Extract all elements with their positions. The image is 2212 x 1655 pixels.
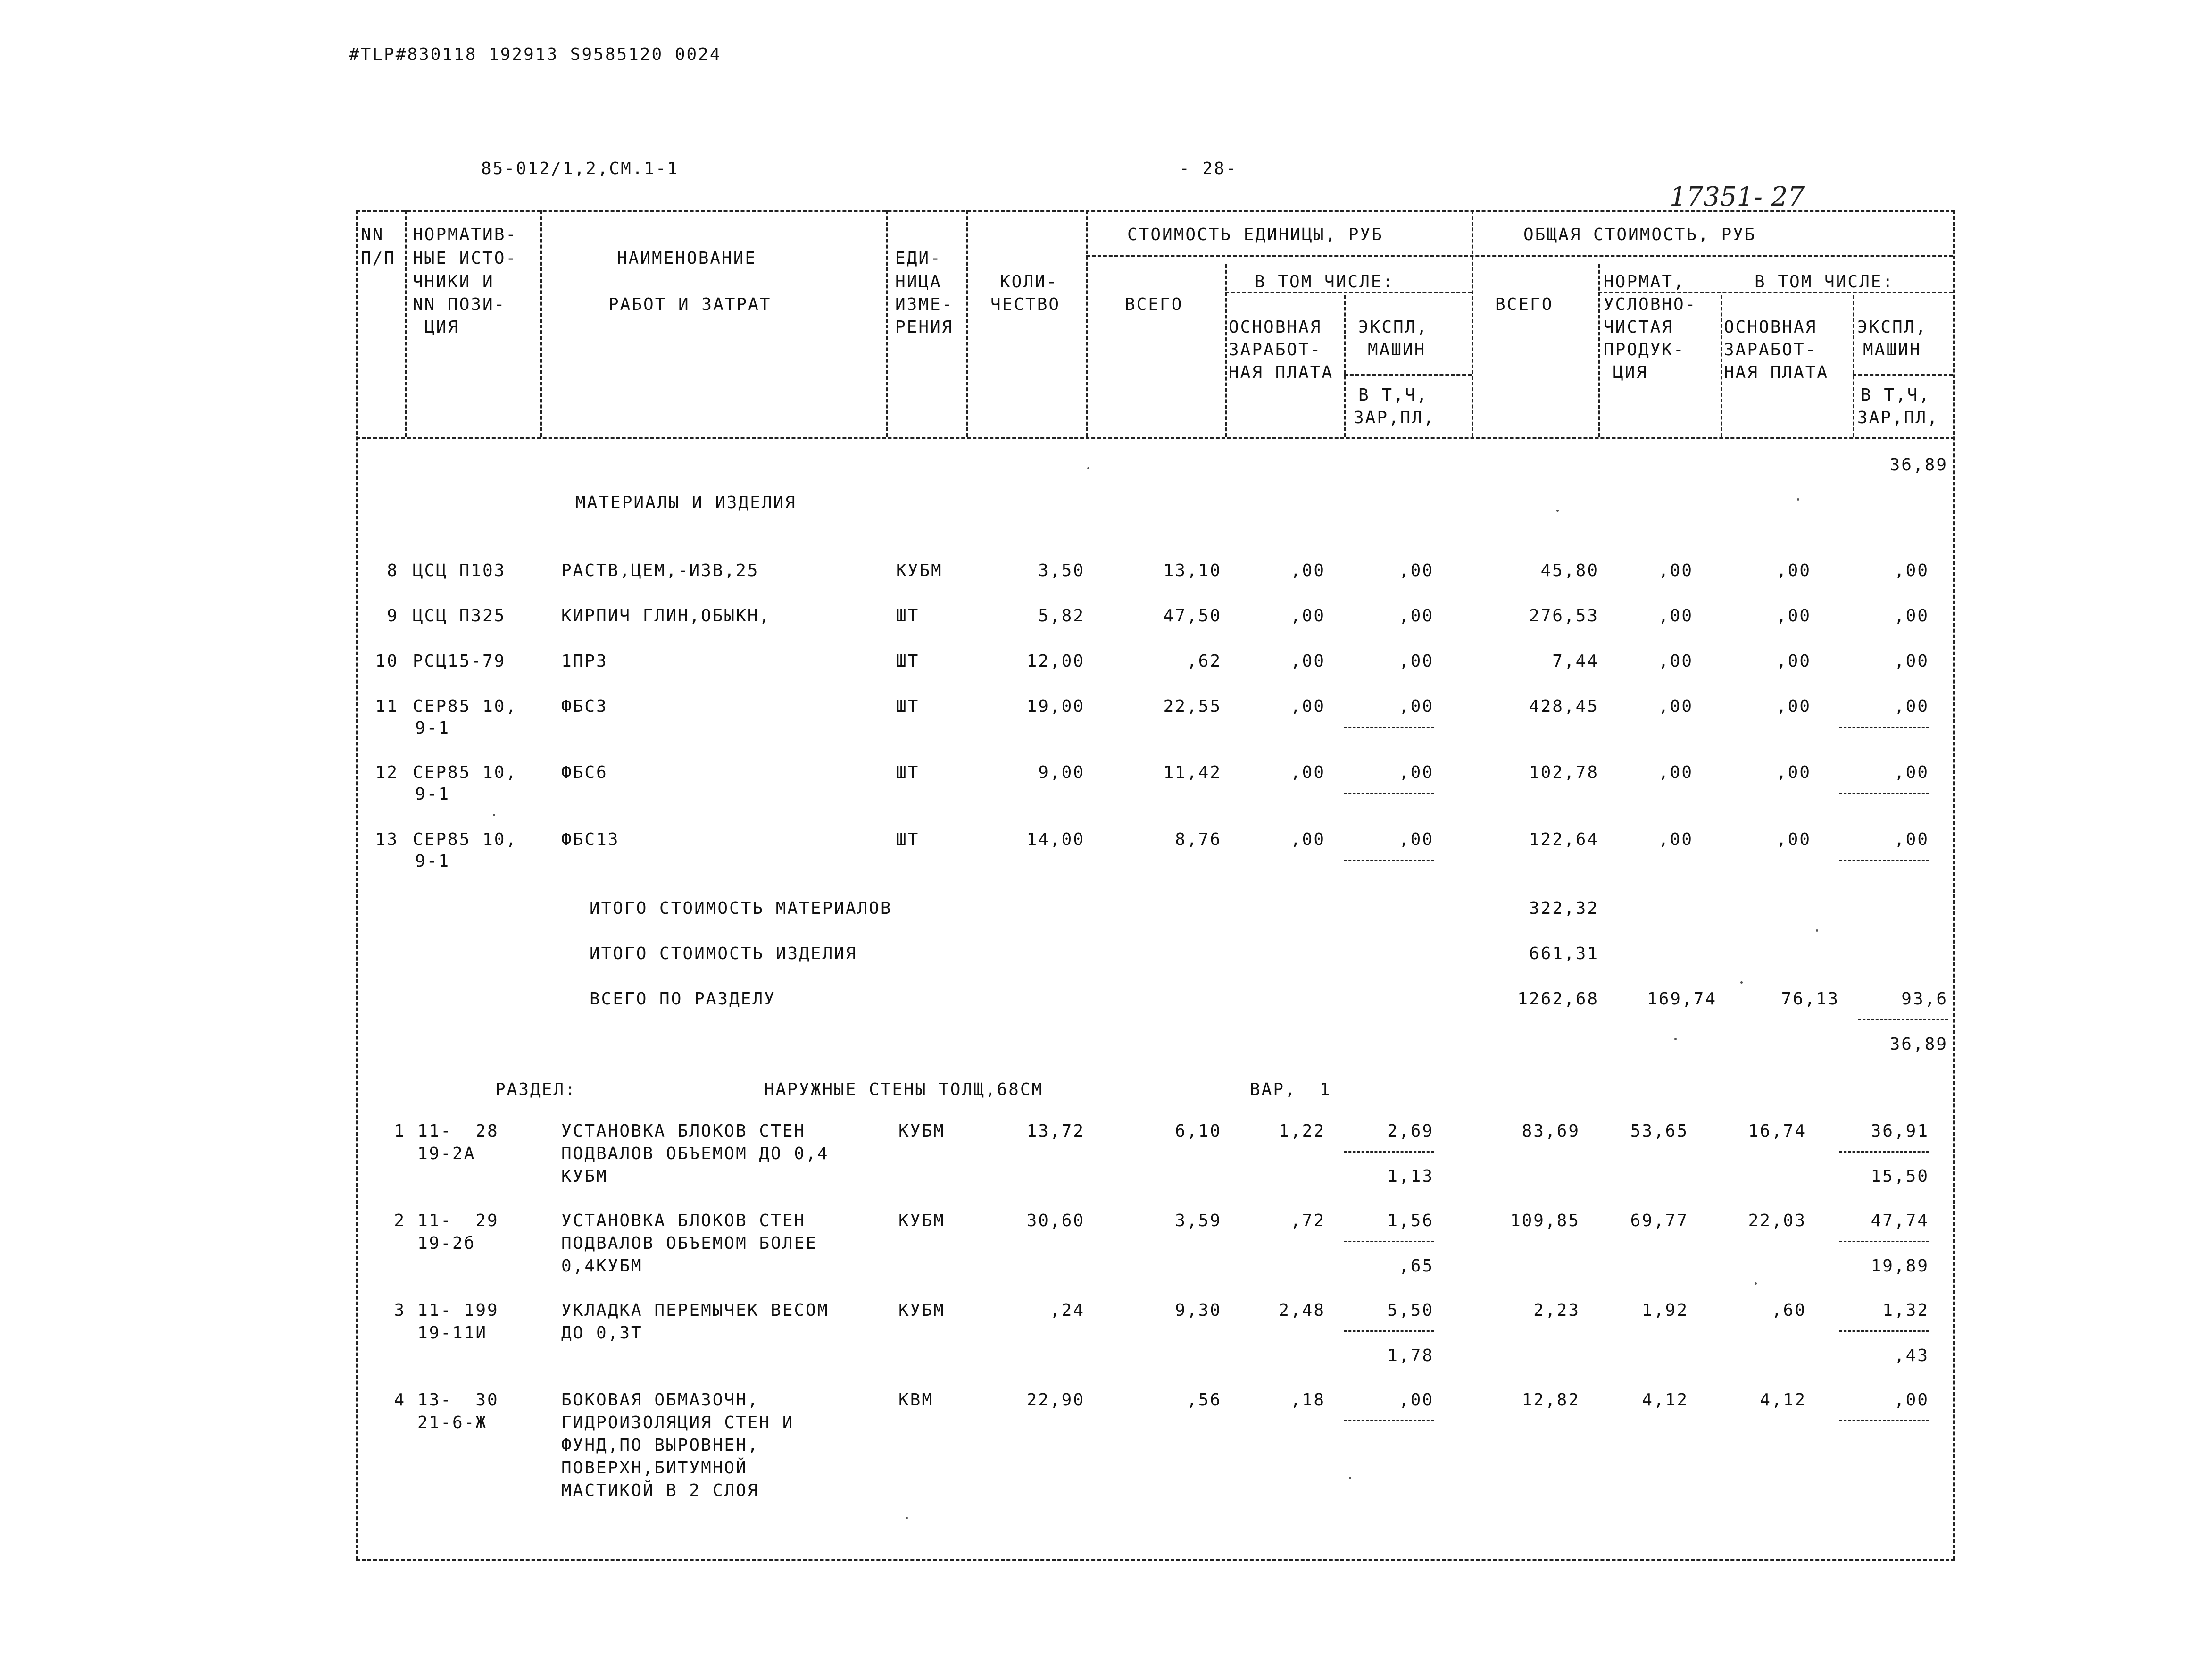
- row-source: 11- 199: [417, 1301, 499, 1320]
- row-name-line: УКЛАДКА ПЕРЕМЫЧЕК ВЕСОМ: [561, 1301, 829, 1320]
- carry-over-value: 36,89: [1889, 455, 1948, 475]
- document-code: #TLP#830118 192913 S9585120 0024: [349, 45, 722, 64]
- row-source-2: 19-11И: [417, 1323, 488, 1343]
- header-vsego-total: ВСЕГО: [1495, 295, 1554, 314]
- row-total-normat: 53,65: [1630, 1121, 1688, 1141]
- section2-title: НАРУЖНЫЕ СТЕНЫ ТОЛЩ,68СМ: [764, 1080, 1044, 1099]
- row-unit-total: 13,10: [1163, 561, 1222, 580]
- row-unit: ШТ: [896, 606, 920, 626]
- row-unit-machines-salary: ,65: [1398, 1256, 1434, 1276]
- row-total-normat: 69,77: [1630, 1211, 1688, 1230]
- header-normat-1: НОРМАТ,: [1604, 272, 1685, 292]
- row-number: 9: [387, 606, 399, 626]
- row-total-machines: ,00: [1894, 1390, 1929, 1410]
- dash-separator: [1839, 1420, 1929, 1421]
- row-source-2: 9-1: [415, 719, 450, 738]
- row-quantity: 12,00: [1026, 652, 1085, 671]
- dash-separator: [1839, 727, 1929, 728]
- row-number: 10: [375, 652, 399, 671]
- row-total-machines: ,00: [1894, 830, 1929, 849]
- section-total-ekspl-zp: 36,89: [1889, 1035, 1948, 1054]
- row-number: 4: [394, 1390, 406, 1410]
- page-number: - 28-: [1179, 159, 1238, 178]
- row-source-2: 19-2б: [417, 1234, 476, 1253]
- scan-speck: [1797, 498, 1799, 501]
- dash-separator: [1839, 1151, 1929, 1153]
- row-unit-total: 8,76: [1175, 830, 1222, 849]
- row-source: 11- 28: [417, 1121, 499, 1141]
- row-name-line: ПОВЕРХН,БИТУМНОЙ: [561, 1458, 748, 1478]
- scan-speck: [1556, 510, 1559, 512]
- row-unit: КУБМ: [898, 1301, 945, 1320]
- row-source: СЕР85 10,: [413, 763, 518, 782]
- header-vtch-2: ЗАР,ПЛ,: [1354, 408, 1435, 427]
- row-unit-machines: 2,69: [1387, 1121, 1434, 1141]
- dash-separator: [1839, 1241, 1929, 1242]
- dash-separator: [1344, 793, 1434, 794]
- row-total-salary: ,60: [1771, 1301, 1806, 1320]
- row-unit-salary: ,00: [1290, 697, 1325, 716]
- header-name-2: РАБОТ И ЗАТРАТ: [608, 295, 772, 314]
- section-total-all: 1262,68: [1517, 989, 1599, 1009]
- row-unit-salary: 2,48: [1279, 1301, 1325, 1320]
- header-unit-4: РЕНИЯ: [895, 318, 954, 337]
- row-quantity: 9,00: [1038, 763, 1085, 782]
- row-total: 2,23: [1533, 1301, 1580, 1320]
- row-number: 11: [375, 697, 399, 716]
- row-quantity: 13,72: [1026, 1121, 1085, 1141]
- row-total-normat: ,00: [1658, 606, 1693, 626]
- row-total-normat: ,00: [1658, 830, 1693, 849]
- row-name: ФБС6: [561, 763, 608, 782]
- row-total-salary: ,00: [1776, 652, 1811, 671]
- section-total-ekspl: 93,6: [1901, 989, 1948, 1009]
- row-total-salary: 22,03: [1748, 1211, 1806, 1230]
- row-source-2: 9-1: [415, 785, 450, 804]
- row-unit-machines: 1,56: [1387, 1211, 1434, 1230]
- scan-speck: [1740, 981, 1743, 984]
- header-qty-1: КОЛИ-: [1000, 272, 1058, 292]
- row-total-machines: 1,32: [1882, 1301, 1929, 1320]
- scan-speck: [493, 814, 495, 816]
- row-quantity: 30,60: [1026, 1211, 1085, 1230]
- row-unit: ШТ: [896, 763, 920, 782]
- row-total: 276,53: [1529, 606, 1599, 626]
- row-total-machines-salary: 15,50: [1871, 1167, 1929, 1186]
- row-name: РАСТВ,ЦЕМ,-ИЗВ,25: [561, 561, 759, 580]
- section-title-materials: МАТЕРИАЛЫ И ИЗДЕЛИЯ: [575, 493, 797, 512]
- header-ekspl-t2: МАШИН: [1863, 340, 1921, 359]
- row-unit-machines: ,00: [1398, 606, 1434, 626]
- row-total-machines: ,00: [1894, 652, 1929, 671]
- header-norm-4: NN ПОЗИ-: [413, 295, 506, 314]
- dash-separator: [1839, 793, 1929, 794]
- header-vsego-unit: ВСЕГО: [1125, 295, 1183, 314]
- row-number: 3: [394, 1301, 406, 1320]
- row-source: ЦСЦ П325: [413, 606, 506, 626]
- header-norm-3: ЧНИКИ И: [413, 272, 494, 292]
- row-unit-total: 6,10: [1175, 1121, 1222, 1141]
- row-name-line: ДО 0,3Т: [561, 1323, 643, 1343]
- header-unit-cost: СТОИМОСТЬ ЕДИНИЦЫ, РУБ: [1127, 225, 1383, 244]
- row-unit-machines: ,00: [1398, 561, 1434, 580]
- header-nn: NN: [361, 225, 384, 244]
- dash-separator: [1344, 727, 1434, 728]
- row-quantity: ,24: [1049, 1301, 1085, 1320]
- header-norm-1: НОРМАТИВ-: [413, 225, 518, 244]
- row-unit: КУБМ: [898, 1121, 945, 1141]
- row-total-normat: 4,12: [1642, 1390, 1688, 1410]
- row-total-salary: 16,74: [1748, 1121, 1806, 1141]
- row-number: 13: [375, 830, 399, 849]
- dash-separator: [1858, 1019, 1948, 1020]
- handwritten-number: 17351- 27: [1670, 182, 1805, 212]
- row-unit: КУБМ: [896, 561, 943, 580]
- row-unit: ШТ: [896, 697, 920, 716]
- row-source: СЕР85 10,: [413, 697, 518, 716]
- row-unit-total: 47,50: [1163, 606, 1222, 626]
- total-materials-label: ИТОГО СТОИМОСТЬ МАТЕРИАЛОВ: [590, 899, 892, 918]
- header-v-tom-chisle-unit: В ТОМ ЧИСЛЕ:: [1255, 272, 1395, 292]
- row-quantity: 22,90: [1026, 1390, 1085, 1410]
- row-unit-salary: ,00: [1290, 830, 1325, 849]
- scan-speck: [1755, 1282, 1757, 1285]
- header-pp: П/П: [361, 249, 396, 268]
- header-ekspl-t1: ЭКСПЛ,: [1857, 318, 1928, 337]
- row-unit-salary: ,00: [1290, 763, 1325, 782]
- header-normat-3: ЧИСТАЯ: [1604, 318, 1674, 337]
- row-unit: ШТ: [896, 830, 920, 849]
- row-total-salary: ,00: [1776, 697, 1811, 716]
- row-quantity: 14,00: [1026, 830, 1085, 849]
- header-normat-4: ПРОДУК-: [1604, 340, 1685, 359]
- row-unit-salary: ,00: [1290, 652, 1325, 671]
- row-total-salary: 4,12: [1760, 1390, 1806, 1410]
- row-quantity: 5,82: [1038, 606, 1085, 626]
- row-name-line: ФУНД,ПО ВЫРОВНЕН,: [561, 1436, 759, 1455]
- row-total: 122,64: [1529, 830, 1599, 849]
- row-source: ЦСЦ П103: [413, 561, 506, 580]
- total-items-value: 661,31: [1529, 944, 1599, 963]
- row-source-2: 19-2А: [417, 1144, 476, 1163]
- header-osnov-t3: НАЯ ПЛАТА: [1724, 363, 1829, 382]
- row-total-normat: ,00: [1658, 652, 1693, 671]
- row-name-line: ГИДРОИЗОЛЯЦИЯ СТЕН И: [561, 1413, 794, 1432]
- row-total-machines-salary: ,43: [1894, 1346, 1929, 1365]
- row-unit-machines: ,00: [1398, 1390, 1434, 1410]
- row-name-line: КУБМ: [561, 1167, 608, 1186]
- section-total-normat: 169,74: [1647, 989, 1717, 1009]
- document-reference: 85-012/1,2,СМ.1-1: [481, 159, 679, 178]
- row-name-line: БОКОВАЯ ОБМАЗОЧН,: [561, 1390, 759, 1410]
- header-v-tom-chisle-total: В ТОМ ЧИСЛЕ:: [1755, 272, 1895, 292]
- scan-speck: [1674, 1038, 1677, 1040]
- row-name-line: УСТАНОВКА БЛОКОВ СТЕН: [561, 1211, 806, 1230]
- row-source-2: 21-6-Ж: [417, 1413, 488, 1432]
- dash-separator: [1344, 1420, 1434, 1421]
- row-source: РСЦ15-79: [413, 652, 506, 671]
- row-source: 13- 30: [417, 1390, 499, 1410]
- row-total: 102,78: [1529, 763, 1599, 782]
- row-total-normat: ,00: [1658, 763, 1693, 782]
- row-unit-salary: 1,22: [1279, 1121, 1325, 1141]
- row-unit-machines-salary: 1,78: [1387, 1346, 1434, 1365]
- row-total: 7,44: [1552, 652, 1599, 671]
- row-unit-total: 22,55: [1163, 697, 1222, 716]
- row-total: 12,82: [1522, 1390, 1580, 1410]
- header-norm-5: ЦИЯ: [424, 318, 460, 337]
- header-normat-2: УСЛОВНО-: [1604, 295, 1697, 314]
- dash-separator: [1839, 860, 1929, 861]
- header-ekspl-2: МАШИН: [1368, 340, 1426, 359]
- row-total: 83,69: [1522, 1121, 1580, 1141]
- row-unit-salary: ,18: [1290, 1390, 1325, 1410]
- header-unit-1: ЕДИ-: [895, 249, 942, 268]
- header-vtch-t1: В Т,Ч,: [1861, 385, 1931, 405]
- section-total-label: ВСЕГО ПО РАЗДЕЛУ: [590, 989, 776, 1009]
- header-osnov-t2: ЗАРАБОТ-: [1724, 340, 1817, 359]
- header-osnov-1: ОСНОВНАЯ: [1229, 318, 1322, 337]
- dash-separator: [1344, 1330, 1434, 1332]
- row-source: СЕР85 10,: [413, 830, 518, 849]
- row-quantity: 3,50: [1038, 561, 1085, 580]
- row-total-salary: ,00: [1776, 606, 1811, 626]
- row-total-normat: 1,92: [1642, 1301, 1688, 1320]
- row-total-machines: ,00: [1894, 697, 1929, 716]
- row-total: 45,80: [1540, 561, 1599, 580]
- dash-separator: [1344, 1151, 1434, 1153]
- row-unit-machines: 5,50: [1387, 1301, 1434, 1320]
- total-materials-value: 322,32: [1529, 899, 1599, 918]
- row-unit-salary: ,00: [1290, 561, 1325, 580]
- row-unit: ШТ: [896, 652, 920, 671]
- scan-speck: [906, 1517, 908, 1519]
- scan-speck: [1087, 467, 1089, 469]
- row-unit-total: ,62: [1186, 652, 1222, 671]
- row-name: ФБС13: [561, 830, 620, 849]
- row-name-line: 0,4КУБМ: [561, 1256, 643, 1276]
- section2-variant: ВАР, 1: [1250, 1080, 1331, 1099]
- row-total-machines: 47,74: [1871, 1211, 1929, 1230]
- row-name-line: ПОДВАЛОВ ОБЪЕМОМ БОЛЕЕ: [561, 1234, 817, 1253]
- row-source-2: 9-1: [415, 852, 450, 871]
- row-total-normat: ,00: [1658, 561, 1693, 580]
- header-normat-5: ЦИЯ: [1613, 363, 1648, 382]
- row-total-machines-salary: 19,89: [1871, 1256, 1929, 1276]
- header-osnov-t1: ОСНОВНАЯ: [1724, 318, 1817, 337]
- row-total-machines: 36,91: [1871, 1121, 1929, 1141]
- row-total-machines: ,00: [1894, 606, 1929, 626]
- section-total-osnov: 76,13: [1781, 989, 1839, 1009]
- row-unit-machines: ,00: [1398, 652, 1434, 671]
- row-number: 1: [394, 1121, 406, 1141]
- row-number: 2: [394, 1211, 406, 1230]
- row-unit-machines: ,00: [1398, 830, 1434, 849]
- dash-separator: [1839, 1330, 1929, 1332]
- row-unit-total: ,56: [1186, 1390, 1222, 1410]
- row-unit-total: 3,59: [1175, 1211, 1222, 1230]
- row-source: 11- 29: [417, 1211, 499, 1230]
- header-qty-2: ЧЕСТВО: [990, 295, 1061, 314]
- row-total-salary: ,00: [1776, 561, 1811, 580]
- header-total-cost: ОБЩАЯ СТОИМОСТЬ, РУБ: [1523, 225, 1756, 244]
- row-unit: КУБМ: [898, 1211, 945, 1230]
- scan-speck: [1816, 929, 1818, 932]
- row-total-salary: ,00: [1776, 763, 1811, 782]
- header-unit-2: НИЦА: [895, 272, 942, 292]
- row-name-line: МАСТИКОЙ В 2 СЛОЯ: [561, 1481, 759, 1500]
- row-quantity: 19,00: [1026, 697, 1085, 716]
- row-unit-total: 9,30: [1175, 1301, 1222, 1320]
- row-total-normat: ,00: [1658, 697, 1693, 716]
- row-name-line: УСТАНОВКА БЛОКОВ СТЕН: [561, 1121, 806, 1141]
- header-name-1: НАИМЕНОВАНИЕ: [617, 249, 757, 268]
- header-unit-3: ИЗМЕ-: [895, 295, 954, 314]
- row-total: 428,45: [1529, 697, 1599, 716]
- row-unit-machines: ,00: [1398, 697, 1434, 716]
- row-unit-machines-salary: 1,13: [1387, 1167, 1434, 1186]
- row-total-machines: ,00: [1894, 561, 1929, 580]
- row-name: ФБС3: [561, 697, 608, 716]
- section2-label: РАЗДЕЛ:: [495, 1080, 577, 1099]
- header-osnov-3: НАЯ ПЛАТА: [1229, 363, 1334, 382]
- header-osnov-2: ЗАРАБОТ-: [1229, 340, 1322, 359]
- scan-speck: [1349, 1477, 1351, 1479]
- header-norm-2: НЫЕ ИСТО-: [413, 249, 518, 268]
- row-unit-total: 11,42: [1163, 763, 1222, 782]
- row-name-line: ПОДВАЛОВ ОБЪЕМОМ ДО 0,4: [561, 1144, 829, 1163]
- row-name: 1ПР3: [561, 652, 608, 671]
- header-vtch-1: В Т,Ч,: [1358, 385, 1429, 405]
- header-vtch-t2: ЗАР,ПЛ,: [1857, 408, 1939, 427]
- row-number: 8: [387, 561, 399, 580]
- row-unit-machines: ,00: [1398, 763, 1434, 782]
- dash-separator: [1344, 1241, 1434, 1242]
- row-unit: КВМ: [898, 1390, 934, 1410]
- row-name: КИРПИЧ ГЛИН,ОБЫКН,: [561, 606, 771, 626]
- row-total-machines: ,00: [1894, 763, 1929, 782]
- row-unit-salary: ,72: [1290, 1211, 1325, 1230]
- header-ekspl-1: ЭКСПЛ,: [1358, 318, 1429, 337]
- row-number: 12: [375, 763, 399, 782]
- row-unit-salary: ,00: [1290, 606, 1325, 626]
- dash-separator: [1344, 860, 1434, 861]
- row-total: 109,85: [1510, 1211, 1580, 1230]
- row-total-salary: ,00: [1776, 830, 1811, 849]
- total-items-label: ИТОГО СТОИМОСТЬ ИЗДЕЛИЯ: [590, 944, 857, 963]
